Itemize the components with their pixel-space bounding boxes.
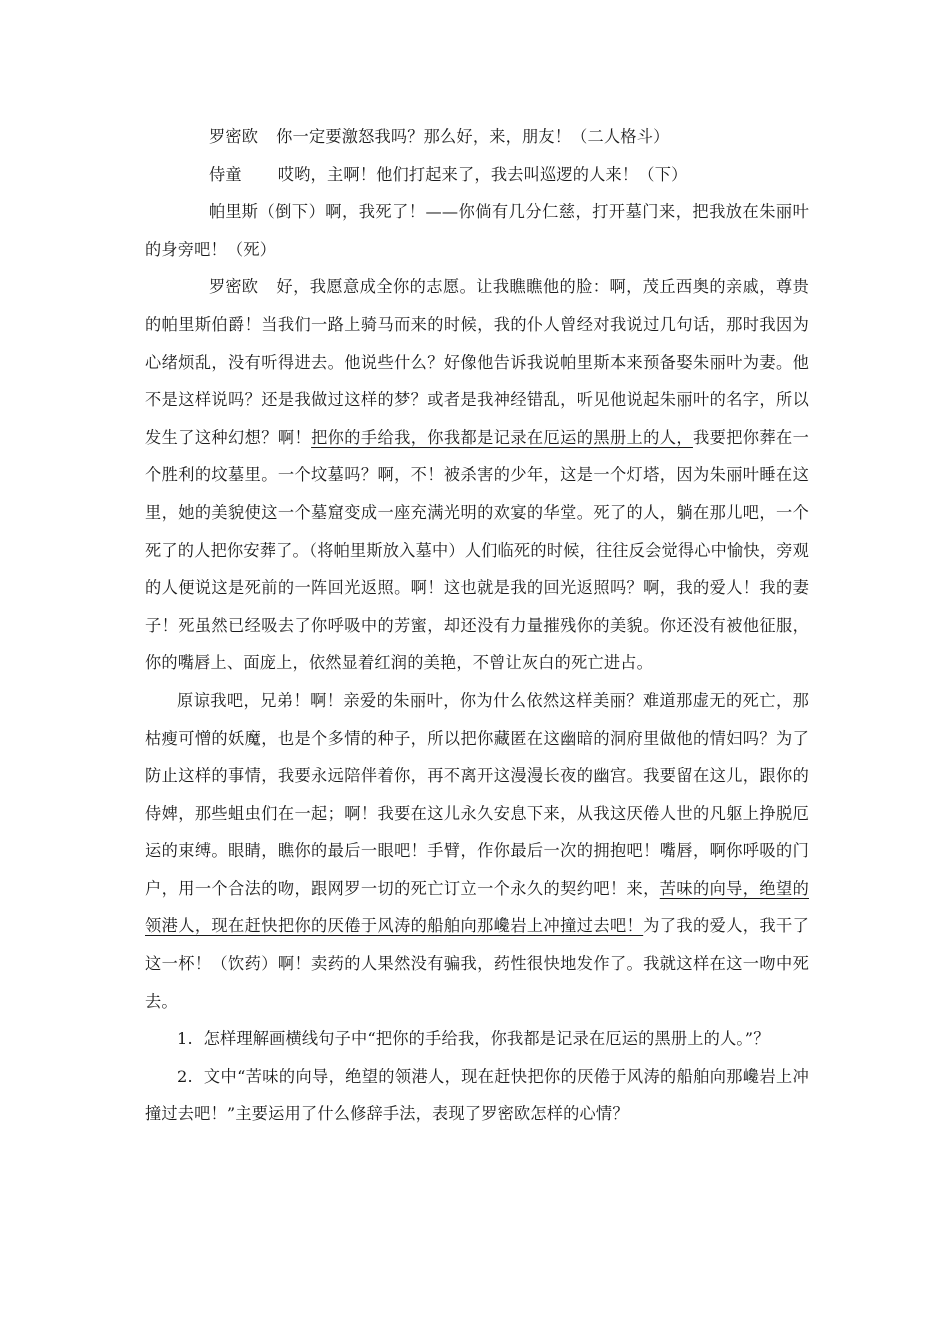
underlined-sentence-1: 把你的手给我，你我都是记录在厄运的黑册上的人，	[311, 427, 693, 447]
dialogue-line-romeo-2	[145, 268, 809, 682]
dialogue-text: 原谅我吧，兄弟！啊！亲爱的朱丽叶，你为什么依然这样美丽？难道那虚无的死亡，那枯瘦可憎的妖魔，也是个多情的种子，所以把你藏匿在这幽暗的洞府里做他的情妇吗？为了防止这样的事情，我要永远陪伴着你，再不离开这漫漫长夜的幽宫。我要留在这儿，跟你的侍婢，那些蛆虫们在一起；啊！我要在这儿永久安息下来，从我这厌倦人世的凡躯上挣脱厄运的束缚。眼睛，瞧你的最后一眼吧！手臂，作你最后一次的拥抱吧！嘴唇，啊你呼吸的门户，用一个合法的吻，跟网罗一切的死亡订立一个永久的契约吧！来，	[145, 690, 809, 898]
dialogue-text: 我要把你葬在一个胜利的坟墓里。一个坟墓吗？啊，不！被杀害的少年，这是一个灯塔，因为朱丽叶睡在这里，她的美貌使这一个墓窟变成一座充满光明的欢宴的华堂。死了的人，躺在那儿吧，一个死了的人把你安葬了。（将帕里斯放入墓中）人们临死的时候，往往反会觉得心中愉快，旁观的人便说这是死前的一阵回光返照。啊！这也就是我的回光返照吗？啊，我的爱人！我的妻子！死虽然已经吸去了你呼吸中的芳蜜，却还没有力量摧残你的美貌。你还没有被他征服，你的嘴唇上、面庞上，依然显着红润的美艳，不曾让灰白的死亡进占。	[145, 427, 810, 673]
speaker-name: 侍童	[209, 164, 242, 184]
document-page	[145, 118, 809, 1133]
question-number: 1.	[177, 1029, 193, 1049]
dialogue-line-romeo-1	[145, 118, 809, 156]
speaker-name: 罗密欧	[209, 127, 259, 146]
dialogue-text: 为了我的爱人，我干了这一杯！（饮药）啊！卖药的人果然没有骗我，药性很快地发作了。我就这样在这一吻中死去。	[145, 916, 810, 1011]
dialogue-text: 好，我愿意成全你的志愿。让我瞧瞧他的脸：啊，茂丘西奥的亲戚，尊贵的帕里斯伯爵！当我们一路上骑马而来的时候，我的仆人曾经对我说过几句话，那时我因为心绪烦乱，没有听得进去。他说些什么？好像他告诉我说帕里斯本来预备娶朱丽叶为妻。他不是这样说吗？还是我做过这样的梦？或者是我神经错乱，听见他说起朱丽叶的名字，所以发生了这种幻想？啊！	[145, 277, 809, 447]
dialogue-continuation	[145, 682, 809, 1020]
question-2	[145, 1058, 809, 1133]
question-1	[145, 1020, 809, 1058]
question-text: 文中“苦味的向导，绝望的领港人，现在赶快把你的厌倦于风涛的船舶向那巉岩上冲撞过去吧！”主要运用了什么修辞手法，表现了罗密欧怎样的心情？	[145, 1066, 809, 1124]
dialogue-text: 你一定要激怒我吗？那么好，来，朋友！（二人格斗）	[276, 127, 670, 146]
question-text: 怎样理解画横线句子中“把你的手给我，你我都是记录在厄运的黑册上的人。”？	[203, 1029, 770, 1049]
dialogue-line-paris	[145, 193, 809, 268]
dialogue-text: （倒下）啊，我死了！——你倘有几分仁慈，打开墓门来，把我放在朱丽叶的身旁吧！（死）	[145, 202, 809, 259]
speaker-name: 帕里斯	[209, 202, 259, 222]
question-number: 2.	[177, 1066, 193, 1086]
dialogue-line-page-boy	[145, 156, 809, 194]
speaker-name: 罗密欧	[209, 277, 259, 297]
dialogue-text: 哎哟，主啊！他们打起来了，我去叫巡逻的人来！（下）	[277, 164, 688, 184]
underlined-sentence-2: 苦味的向导，绝望的领港人，现在赶快把你的厌倦于风涛的船舶向那巉岩上冲撞过去吧！	[145, 878, 809, 936]
